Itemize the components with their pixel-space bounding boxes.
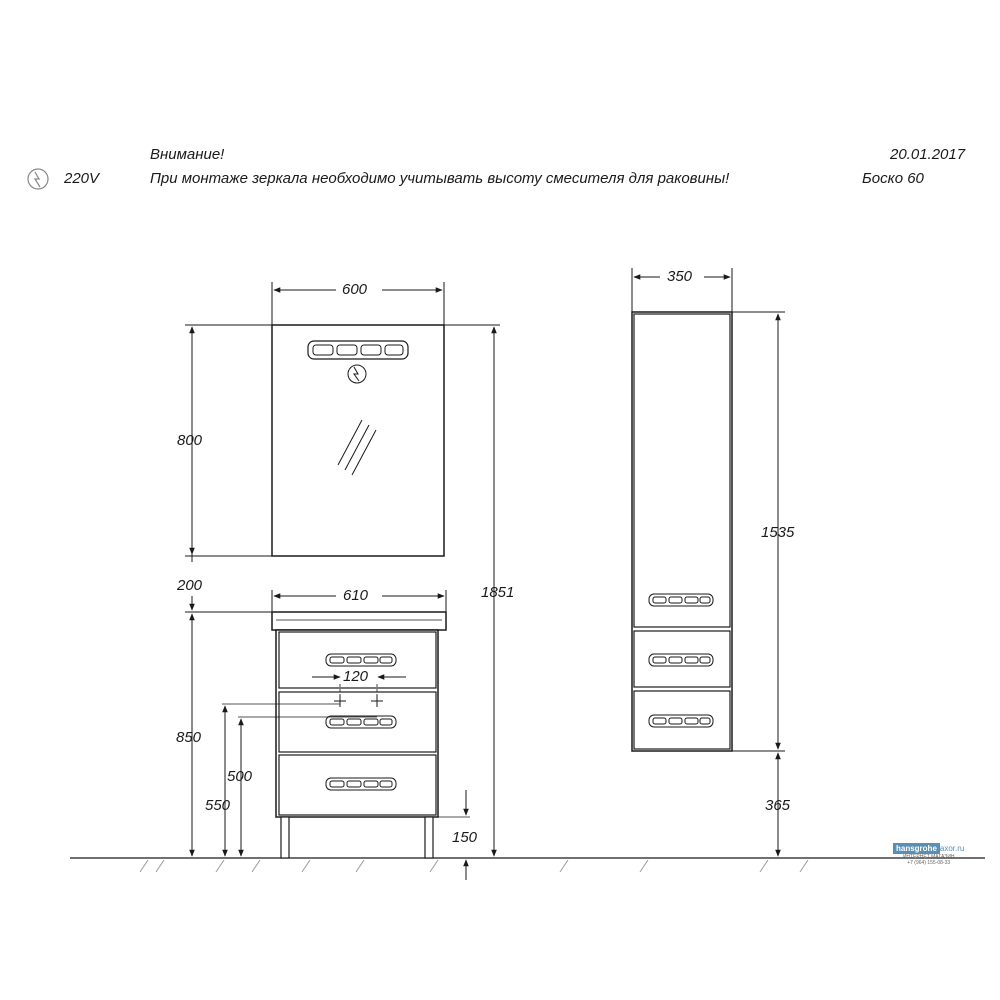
watermark-line2: +7 (964) 155-08-33: [907, 860, 951, 866]
warning-text: При монтаже зеркала необходимо учитывать высоту смесителя для раковины!: [150, 170, 730, 187]
drawing-date: 20.01.2017: [890, 146, 966, 163]
mirror-cabinet: [272, 325, 444, 556]
dim-hole-spacing: 120: [343, 668, 369, 685]
column-cabinet: [632, 312, 732, 751]
watermark-line1: ИНТЕРНЕТ МАГАЗИН: [902, 854, 955, 860]
mirror-light-icon: [308, 341, 408, 359]
dim-column-width: 350: [667, 268, 693, 285]
dim-mirror-height: 800: [177, 432, 203, 449]
dim-total-height: 1851: [481, 584, 515, 601]
dim-vanity-width: 610: [343, 587, 369, 604]
drawer-handle-icon: [326, 654, 396, 666]
model-name: Боско 60: [862, 170, 924, 187]
power-socket-icon: [28, 169, 48, 189]
dim-leg-height: 150: [452, 829, 478, 846]
drawer-handle-icon: [326, 716, 396, 728]
power-label: 220V: [64, 170, 100, 187]
dim-mirror-width: 600: [342, 281, 368, 298]
drawer-handle-icon: [649, 594, 713, 606]
watermark-badge: hansgrohe: [893, 843, 940, 854]
dim-gap: 200: [177, 577, 203, 594]
dim-height-500: 500: [227, 768, 253, 785]
drawer-handle-icon: [326, 778, 396, 790]
warning-title: Внимание!: [150, 146, 225, 163]
floor-hatching: [140, 860, 808, 872]
sink-top: [272, 612, 446, 630]
dim-vanity-height: 850: [176, 729, 202, 746]
dim-height-550: 550: [205, 797, 231, 814]
vanity-leg-left: [281, 817, 289, 858]
dim-column-height: 1535: [761, 524, 795, 541]
drawer-handle-icon: [649, 715, 713, 727]
dim-column-mount: 365: [765, 797, 791, 814]
vanity-leg-right: [425, 817, 433, 858]
watermark: [893, 843, 964, 866]
drawer-handle-icon: [649, 654, 713, 666]
watermark-site: axor.ru: [939, 844, 965, 853]
